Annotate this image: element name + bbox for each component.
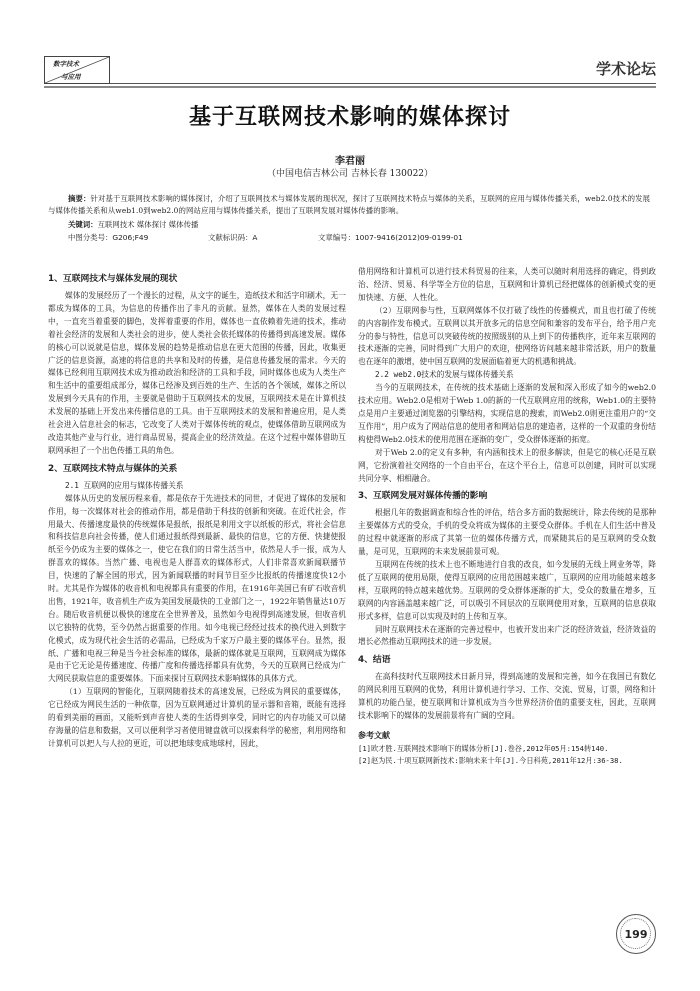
reference-item: [1]欧才胜.互联网技术影响下的媒体分析[J].卷谷,2012年05月:154转140. [358,744,609,753]
article-no-label: 文章编号： [318,233,355,242]
article-no-value: 1007-9416(2012)09-0199-01 [354,233,463,242]
subheading-2-1: 2.1 互联网的应用与媒体传播关系 [65,480,184,490]
header-rule-thick [44,86,656,88]
header-rule [110,83,656,84]
paragraph: 对于Web 2.0的定义有多种，有内涵和技术上的很多解读，但是它的核心还是互联网，它扮演着社交网络的一个自由平台，在这个平台上，信息可以创建，同时可以实现共同分享、相相融合。 [358,447,656,483]
paragraph: 互联网在传统的技术上也不断地进行自我的改良，如今发展的无线上网业务等，降低了互联网的使用局限，使得互联网的应用范围越来越广，互联网的应用功能越来越多样，互联网的特点越来越优势。互联网的受众群体逐渐的扩大，受众的数量在增多，互联网的内容涵盖越来越广泛，可以吸引不同层次的互联网使用对象，互联网的信息获取形式多样，信息可以实现及时的上传和互享。 [358,560,656,621]
reference-item: [2]赵为民.十项互联网新技术:影响未来十年[J].今日科苑,2011年12月:36-38. [358,756,623,766]
class-number [68,232,208,244]
heading-3: 3、互联网发展对媒体传播的影响 [358,491,488,502]
paragraph: 媒体从历史的发展历程来看，都是依存于先进技术的同世，才促进了媒体的发展和作用，每一次媒体对社会的推动作用，都是借助于科技的创新和突破。在近代社会，作用最大、传播速度最快的传统媒体是报纸，报纸是利用文字以纸板的形式，将社会信息和科技信息向社会传播，使人们通过报纸得到最新、最快的信息，它的方便、快捷使报纸至今仍成为主要的媒体之一，使它在我们的日常生活当中，依然是人手一报，成为人群喜欢的媒体。当然广播、电视也是人群喜欢的媒体形式，人们非常喜欢新闻联播节目，快速的了解全国的形式，因为新闻联播的时间节目至少比报纸的传播速度快12小时。尤其是作为媒体的收音机和电视都具有重要的作用，在1916年美国已有矿石收音机出售，1921年，收音机生产成为美国发展最快的工业部门之一，1922年销售量达10万台。随后收音机便以极快的速度在全世界普及，虽然如今电视得到高速发展，但收音机以它独特的优势，至今仍然占据重要的作用。如今电视已经经过技术的换代进入到数字化模式，成为现代社会生活的必需品，已经成为千家万户最主要的媒体平台。显然，报纸、广播和电视三种是当今社会标准的媒体，最新的媒体就是互联网，互联网成为媒体是由于它无论是传播速度、传播广度和传播选择都具有优势，今天的互联网已经成为广大网民获取信息的重要媒体。下面来探讨互联网技术影响媒体的具体方式。 [48,493,346,684]
journal-name-line2: 与应用 [61,73,81,81]
heading-1: 1、互联网技术与媒体发展的现状 [48,274,178,284]
paragraph: （1）互联网的智能化，互联网随着技术的高速发展，已经成为网民的重要媒体，它已经成为网民生活的一种依靠，因为互联网通过计算机的显示器和音箱，既能有选择的看到美丽的画面，又能听到声音使人类的生活得到享受，同时它的内存功能又可以储存海量的信息和数据，又可以便利学习者使用键盘就可以探索科学的秘密，利用网络和计算机可以把人与人拉的更近，可以把地球变成地球村，因此， [48,687,346,748]
heading-4: 4、结语 [358,655,391,666]
section-label: 学术论坛 [595,60,656,78]
author-affiliation: （中国电信吉林公司 吉林长春 130022） [266,169,434,179]
article-number [318,232,463,244]
abstract [48,193,656,217]
doc-label: 文献标识码： [208,233,253,242]
article-title: 基于互联网技术影响的媒体探讨 [188,104,511,130]
journal-name-line1: 数字技术 [53,60,79,68]
paragraph: 当今的互联网技术，在传统的技术基础上逐渐的发展和深入形成了如今的web2.0技术应用。Web2.0是相对于Web 1.0的新的一代互联网应用的统称，Web1.0的主要特点是用户主要通过浏览器的引擎结构，实现信息的搜索，而Web2.0则更注重用户的“交互作用”，用户成为了网站信息的使用者和网站信息的建造者，这样的一个双重的身份结构使得Web2.0技术的使用范围在逐渐的变广，受众群体逐渐的拓宽。 [358,383,656,444]
journal-badge [44,56,110,84]
references-title: 参考文献 [358,731,390,740]
classification-line [68,232,656,244]
paragraph: 借用网络和计算机可以进行技术科贸易的往来，人类可以随时利用选择的确定，得到政治、经济、贸易、科学等全方位的信息，互联网和计算机已经把媒体的创新模式变的更加快速、方便、人性化。 [358,267,656,302]
paragraph: 媒体的发展经历了一个漫长的过程，从文字的诞生，造纸技术和活字印刷术，无一都成为媒体的工具，为信息的传播作出了非凡的贡献。显然，媒体在人类的发展过程中，一直充当着重要的脚色，发挥着重要的作用，媒体也一直依赖着先进的技术，推动着社会经济的发展和人类社会的进步，使人类社会依托媒体的传播得到高速发展。媒体的核心可以说就是信息，媒体发展的趋势是推动信息在更大范围的传播，因此，收集更广泛的信息资源，高速的将信息的共享和及时的传播，是信息传播发展的需求。今天的媒体已经利用互联网技术成为推动政治和经济的工具和手段，同时媒体也成为人类生产和生活中的重要组成部分，媒体已经渗及到百姓的生产、生活的各个领域，媒体之所以发展到今天具有的作用，主要就是借助于互联网技术的发展，互联网技术是在计算机技术发展的基础上开发出来传播信息的工具。由于互联网技术的发展和普遍应用，是人类社会进入信息社会的标志，它改变了人类对于媒体传统的观点，使媒体借助互联网成为改造其他产业与行业，进行商品贸易，提高企业的经济效益。在这个过程中媒体借助互联网承担了一个出色传播工具的角色。 [48,291,346,455]
paragraph: 同时互联网技术在逐渐的完善过程中，也被开发出来广泛的经济效益，经济效益的增长必然推动互联网技术的进一步发展。 [358,624,656,647]
paragraph: （2）互联网参与性，互联网媒体不仅打破了线性的传播模式，而且也打破了传统的内容制作发布模式。互联网以其开放多元的信息空间和兼容的发布平台，给予用户充分的参与特性，信息可以突破传统的按照级别的从上到下的传播秩序，近年来互联网的技术逐渐的完善，同时得到广大用户的欢迎，使网络访问越来越非常活跃，用户的数量也在逐年的激增，使中国互联网的发展面临着更大的机遇和挑战。 [358,305,656,367]
abstract-label: 摘要： [68,194,91,203]
right-column [358,266,656,768]
heading-2: 2、互联网技术特点与媒体的关系 [48,463,178,474]
class-label: 中图分类号： [68,233,113,242]
abstract-text: 针对基于互联网技术影响的媒体探讨，介绍了互联网技术与媒体发展的现状况，探讨了互联网技术特点与媒体的关系，互联网的应用与媒体传播关系，web2.0技术的发展与媒体传播关系和从web1.0到web2.0的网站应用与媒体传播关系，提出了互联网发展对媒体传播的影响。 [48,194,651,215]
paragraph: 在高科技时代互联网技术日新月异，得到高速的发展和完善，如今在我国已有数亿的网民利用互联网的优势，利用计算机进行学习、工作、交流、贸易，订票，网络和计算机的功能凸显，使互联网和计算机成为当今世界经济价值的重要支柱，因此，互联网技术影响下的媒体的发展前景将有广阔的空间。 [358,672,656,721]
doc-value: A [252,233,258,242]
doc-code [208,232,318,244]
subheading-2-2: 2.2 web2.0技术的发展与媒体传播关系 [375,370,514,380]
page-number: 199 [624,927,648,941]
keywords-label: 关键词： [68,220,98,229]
author-name: 李君丽 [335,156,365,167]
keywords-text: 互联网技术 媒体探讨 媒体传播 [97,220,199,229]
class-value: G206;F49 [112,233,149,242]
seal-ring-icon [620,918,651,949]
keywords [68,219,656,231]
paragraph: 根据几年的数据调查和综合性的评估，结合多方面的数据统计，除去传统的是那种主要媒体方式的受众，手机的受众将成为媒体的主要受众群体。手机在人们生活中普及的过程中就逐渐的形成了其第一位的媒体传播方式，而紧随其后的是互联网的受众数量，是可见，互联网的未来发展前景可观。 [358,508,656,557]
left-column [48,268,346,751]
page-number-seal [616,914,656,954]
